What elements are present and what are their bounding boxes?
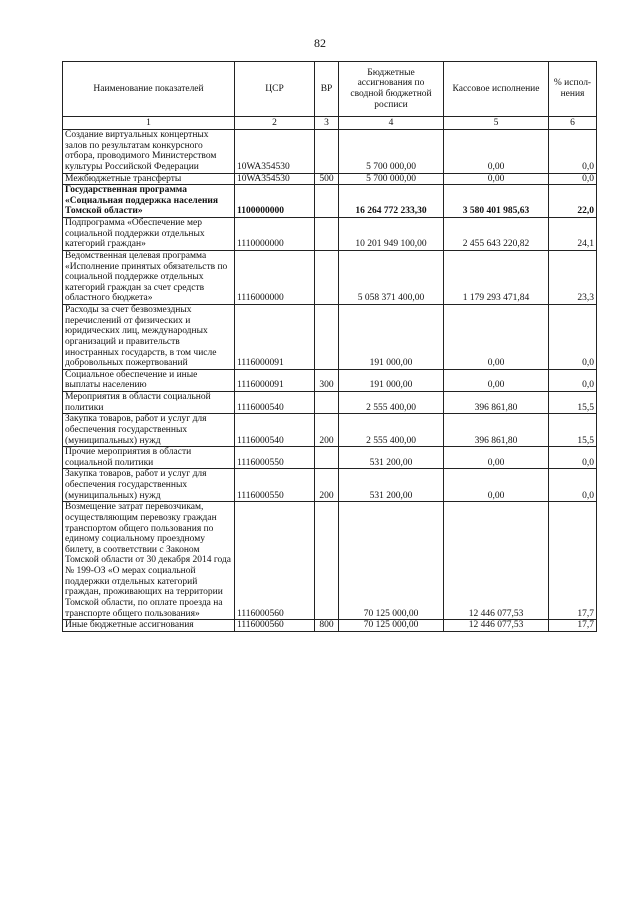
cell-csr: 1116000540 <box>235 392 315 414</box>
cell-percent: 15,5 <box>549 414 597 447</box>
header-budget: Бюджетные ассигнования по сводной бюджетной росписи <box>339 62 444 117</box>
cell-budget: 5 700 000,00 <box>339 130 444 174</box>
cell-csr: 1116000550 <box>235 469 315 502</box>
cell-vr <box>315 218 339 251</box>
column-number: 5 <box>444 117 549 130</box>
cell-cash: 0,00 <box>444 130 549 174</box>
cell-vr: 800 <box>315 620 339 632</box>
table-row <box>63 305 597 370</box>
header-vr: ВР <box>315 62 339 117</box>
cell-vr <box>315 502 339 620</box>
cell-percent: 0,0 <box>549 447 597 469</box>
cell-budget: 70 125 000,00 <box>339 620 444 632</box>
cell-name: Мероприятия в области социальной политики <box>63 392 235 414</box>
cell-percent: 15,5 <box>549 392 597 414</box>
cell-percent: 0,0 <box>549 130 597 174</box>
cell-vr: 300 <box>315 369 339 391</box>
cell-csr: 1116000550 <box>235 447 315 469</box>
cell-name: Ведомственная целевая программа «Исполнение принятых обязательств по социальной поддержке отдельных категорий граждан за счет средств областного бюджета» <box>63 250 235 304</box>
cell-cash: 12 446 077,53 <box>444 620 549 632</box>
table-row <box>63 620 597 632</box>
cell-budget: 16 264 772 233,30 <box>339 185 444 218</box>
cell-budget: 10 201 949 100,00 <box>339 218 444 251</box>
cell-percent: 17,7 <box>549 620 597 632</box>
cell-percent: 0,0 <box>549 173 597 185</box>
table-row <box>63 414 597 447</box>
cell-budget: 191 000,00 <box>339 305 444 370</box>
cell-cash: 0,00 <box>444 369 549 391</box>
cell-name: Подпрограмма «Обеспечение мер социальной поддержки отдельных категорий граждан» <box>63 218 235 251</box>
table-row <box>63 173 597 185</box>
table-row <box>63 130 597 174</box>
cell-cash: 396 861,80 <box>444 414 549 447</box>
cell-cash: 0,00 <box>444 173 549 185</box>
column-number: 6 <box>549 117 597 130</box>
cell-vr <box>315 250 339 304</box>
cell-csr: 10WA354530 <box>235 130 315 174</box>
cell-vr <box>315 130 339 174</box>
cell-cash: 2 455 643 220,82 <box>444 218 549 251</box>
cell-cash: 396 861,80 <box>444 392 549 414</box>
cell-vr: 200 <box>315 469 339 502</box>
table-row <box>63 469 597 502</box>
cell-csr: 1116000091 <box>235 305 315 370</box>
table-body <box>63 130 597 632</box>
cell-percent: 17,7 <box>549 502 597 620</box>
cell-csr: 1116000540 <box>235 414 315 447</box>
cell-name: Межбюджетные трансферты <box>63 173 235 185</box>
column-number-row <box>63 117 597 130</box>
cell-name: Государственная программа «Социальная поддержка населения Томской области» <box>63 185 235 218</box>
cell-percent: 22,0 <box>549 185 597 218</box>
column-number: 2 <box>235 117 315 130</box>
table-header-row <box>63 62 597 117</box>
table-row <box>63 185 597 218</box>
cell-csr: 10WA354530 <box>235 173 315 185</box>
table-row <box>63 218 597 251</box>
cell-name: Иные бюджетные ассигнования <box>63 620 235 632</box>
cell-percent: 0,0 <box>549 369 597 391</box>
budget-execution-table <box>62 61 597 632</box>
table-row <box>63 392 597 414</box>
cell-vr <box>315 185 339 218</box>
header-percent: % испол-нения <box>549 62 597 117</box>
table-row <box>63 447 597 469</box>
cell-name: Возмещение затрат перевозчикам, осуществляющим перевозку граждан транспортом общего пользования по единому социальному проездному билету, в соответствии с Законом Томской области от 30 декабря 2014 года № 199-ОЗ «О мерах социальной поддержки отдельных категорий граждан, проживающих на территории Томской области, по оплате проезда на транспорте общего пользования» <box>63 502 235 620</box>
cell-name: Расходы за счет безвозмездных перечислений от физических и юридических лиц, международных организаций и правительств иностранных государств, в том числе добровольных пожертвований <box>63 305 235 370</box>
cell-vr: 500 <box>315 173 339 185</box>
page-number: 82 <box>314 36 326 50</box>
cell-cash: 0,00 <box>444 469 549 502</box>
column-number: 4 <box>339 117 444 130</box>
cell-budget: 2 555 400,00 <box>339 414 444 447</box>
cell-budget: 191 000,00 <box>339 369 444 391</box>
cell-csr: 1116000000 <box>235 250 315 304</box>
cell-csr: 1100000000 <box>235 185 315 218</box>
cell-name: Социальное обеспечение и иные выплаты населению <box>63 369 235 391</box>
cell-csr: 1116000091 <box>235 369 315 391</box>
cell-cash: 0,00 <box>444 305 549 370</box>
cell-name: Прочие мероприятия в области социальной политики <box>63 447 235 469</box>
cell-budget: 5 700 000,00 <box>339 173 444 185</box>
column-number: 1 <box>63 117 235 130</box>
table-row <box>63 250 597 304</box>
cell-csr: 1116000560 <box>235 620 315 632</box>
cell-csr: 1110000000 <box>235 218 315 251</box>
header-cash: Кассовое исполнение <box>444 62 549 117</box>
cell-vr <box>315 392 339 414</box>
cell-budget: 2 555 400,00 <box>339 392 444 414</box>
cell-vr <box>315 447 339 469</box>
cell-budget: 531 200,00 <box>339 447 444 469</box>
cell-name: Закупка товаров, работ и услуг для обеспечения государственных (муниципальных) нужд <box>63 414 235 447</box>
cell-cash: 12 446 077,53 <box>444 502 549 620</box>
cell-budget: 5 058 371 400,00 <box>339 250 444 304</box>
cell-budget: 70 125 000,00 <box>339 502 444 620</box>
column-number: 3 <box>315 117 339 130</box>
cell-budget: 531 200,00 <box>339 469 444 502</box>
cell-percent: 24,1 <box>549 218 597 251</box>
cell-percent: 23,3 <box>549 250 597 304</box>
table-row <box>63 502 597 620</box>
table-row <box>63 369 597 391</box>
cell-percent: 0,0 <box>549 469 597 502</box>
cell-vr <box>315 305 339 370</box>
cell-cash: 3 580 401 985,63 <box>444 185 549 218</box>
cell-csr: 1116000560 <box>235 502 315 620</box>
cell-vr: 200 <box>315 414 339 447</box>
cell-percent: 0,0 <box>549 305 597 370</box>
header-csr: ЦСР <box>235 62 315 117</box>
header-name: Наименование показателей <box>63 62 235 117</box>
cell-cash: 1 179 293 471,84 <box>444 250 549 304</box>
cell-cash: 0,00 <box>444 447 549 469</box>
cell-name: Закупка товаров, работ и услуг для обеспечения государственных (муниципальных) нужд <box>63 469 235 502</box>
cell-name: Создание виртуальных концертных залов по результатам конкурсного отбора, проводимого Министерством культуры Российской Федерации <box>63 130 235 174</box>
